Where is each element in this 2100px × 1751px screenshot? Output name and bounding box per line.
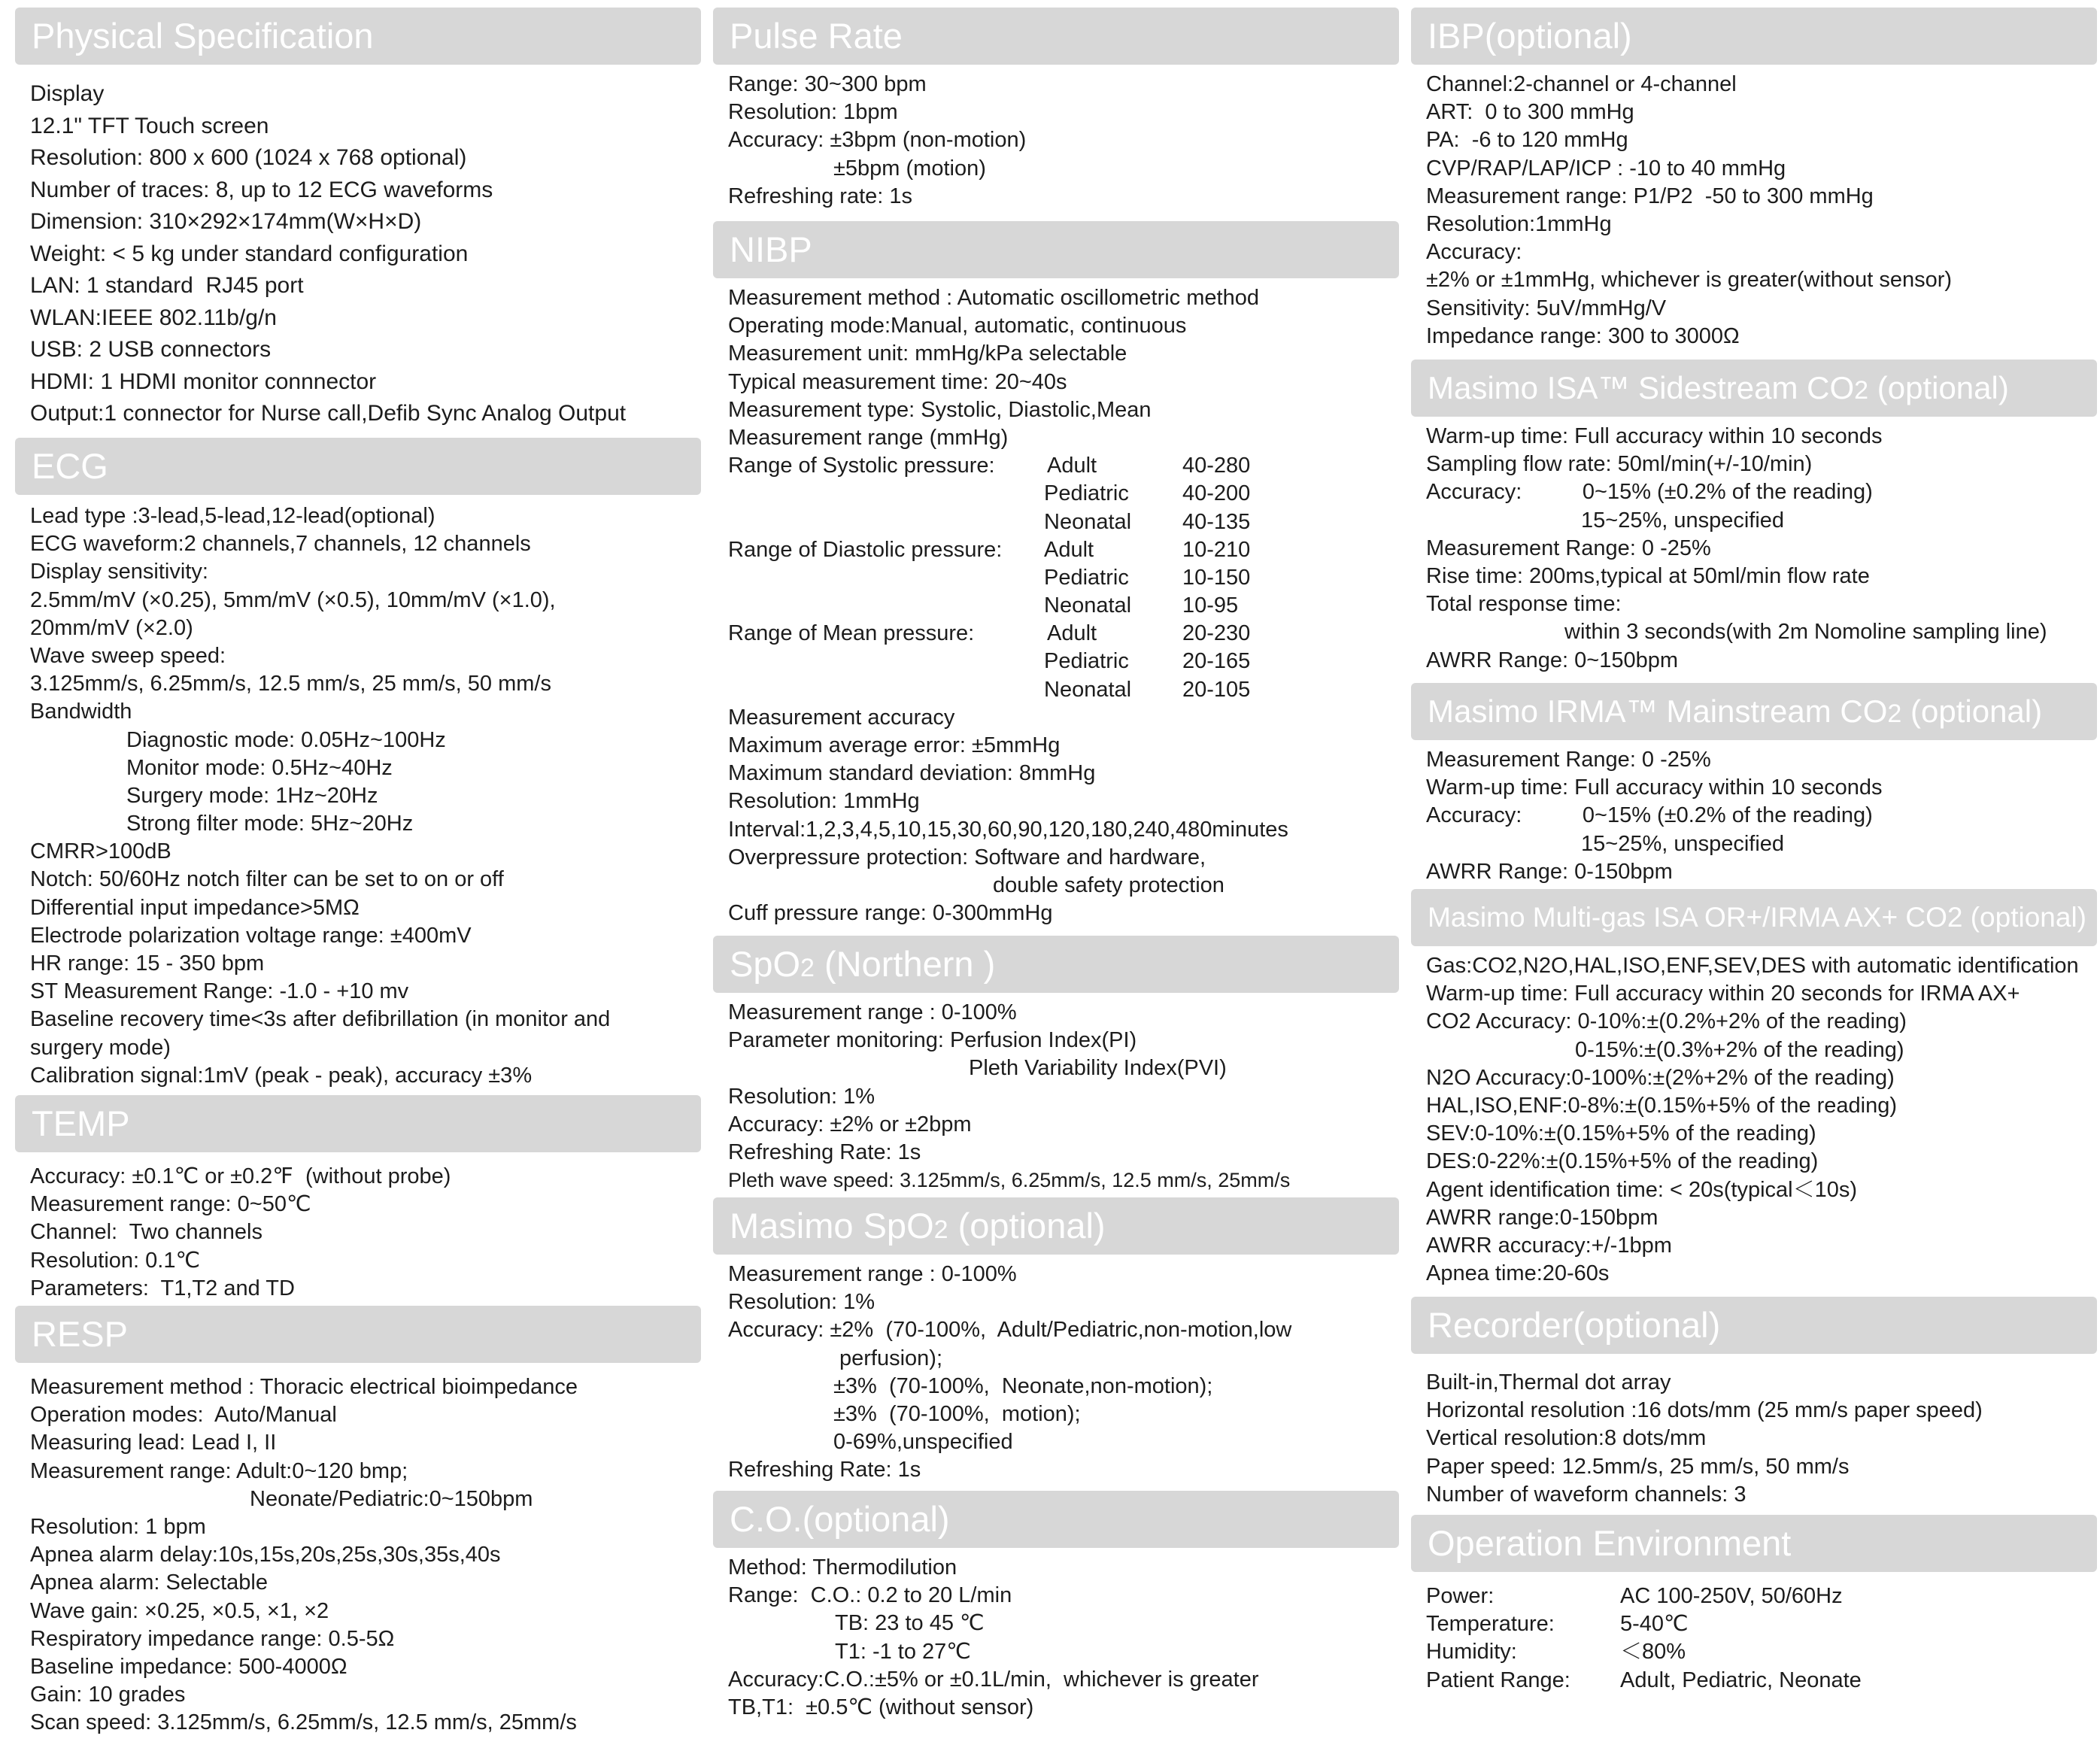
spec-line: Measurement range: 0~50℃ (30, 1192, 311, 1217)
spec-line: 2.5mm/mV (×0.25), 5mm/mV (×0.5), 10mm/mV (×1.0), (30, 587, 556, 612)
section-body (15, 495, 701, 1090)
spec-line: ECG waveform:2 channels,7 channels, 12 channels (30, 532, 531, 557)
spec-line: Parameter monitoring: Perfusion Index(PI) (728, 1028, 1137, 1053)
section-body (713, 993, 1399, 1194)
patient-type: Neonatal (1044, 593, 1132, 618)
spec-line: Measurement range : 0-100% (728, 1262, 1017, 1286)
spec-line: Measurement range: P1/P2 -50 to 300 mmHg (1426, 184, 1874, 208)
section-header: Masimo SpO2 (optional) (713, 1197, 1399, 1255)
spec-line: Total response time: (1426, 592, 1622, 617)
section-ibp (1411, 8, 2097, 351)
spec-line: LAN: 1 standard RJ45 port (30, 273, 304, 298)
spec-line: AWRR Range: 0-150bpm (1426, 859, 1673, 884)
env-row (1426, 1583, 2097, 1610)
spec-line: Paper speed: 12.5mm/s, 25 mm/s, 50 mm/s (1426, 1454, 1850, 1479)
spec-line: Measurement range: Adult:0~120 bmp; (30, 1458, 408, 1483)
section-body (713, 1548, 1399, 1722)
spec-line: Accuracy: ±2% (70-100%, Adult/Pediatric,non-motion,low (728, 1318, 1292, 1343)
spec-line: Typical measurement time: 20~40s (728, 369, 1067, 394)
spec-line: Range: 30~300 bpm (728, 72, 927, 96)
section-header: C.O.(optional) (713, 1491, 1399, 1548)
patient-type: Pediatric (1044, 565, 1129, 590)
spec-line: Surgery mode: 1Hz~20Hz (126, 783, 378, 808)
section-masimo-isa (1411, 360, 2097, 675)
spec-line: within 3 seconds(with 2m Nomoline sampling line) (1564, 620, 2047, 645)
section-resp (15, 1306, 701, 1737)
spec-line: Refreshing rate: 1s (728, 184, 913, 208)
spec-line: Pleth Variability Index(PVI) (969, 1056, 1227, 1081)
range-label: Range of Diastolic pressure: (728, 537, 1003, 562)
range-value: 40-280 (1182, 454, 1251, 478)
env-value: ＜80% (1620, 1640, 1686, 1665)
patient-type: Pediatric (1044, 649, 1129, 674)
spec-line: Display (30, 81, 105, 106)
spec-line: Warm-up time: Full accuracy within 20 seconds for IRMA AX+ (1426, 982, 2020, 1006)
section-body (1411, 740, 2097, 886)
spec-line: Measurement method : Automatic oscillometric method (728, 286, 1259, 310)
section-header: Pulse Rate (713, 8, 1399, 65)
spec-line: ±3% (70-100%, motion); (833, 1401, 1081, 1426)
spec-line: Resolution:1mmHg (1426, 211, 1612, 236)
spec-line: PA: -6 to 120 mmHg (1426, 128, 1628, 153)
spec-line: TB,T1: ±0.5℃ (without sensor) (728, 1695, 1034, 1719)
spec-line: Horizontal resolution :16 dots/mm (25 mm/s paper speed) (1426, 1398, 1983, 1423)
section-header: ECG (15, 438, 701, 495)
spec-line: Accuracy:C.O.:±5% or ±0.1L/min, whichever is greater (728, 1667, 1259, 1692)
patient-type: Neonatal (1044, 509, 1132, 534)
spec-line: Channel: Two channels (30, 1220, 263, 1245)
spec-line: CO2 Accuracy: 0-10%:±(0.2%+2% of the reading) (1426, 1009, 1907, 1034)
spec-line: Differential input impedance>5MΩ (30, 895, 360, 920)
range-label: Range of Systolic pressure: (728, 454, 995, 478)
env-label: Humidity: (1426, 1640, 1517, 1665)
spec-line: Wave sweep speed: (30, 643, 226, 668)
spec-line: double safety protection (993, 872, 1224, 897)
section-header: Operation Environment (1411, 1515, 2097, 1572)
section-header: Masimo ISA™ Sidestream CO2 (optional) (1411, 360, 2097, 417)
range-label: Range of Mean pressure: (728, 621, 975, 646)
range-value: 20-230 (1182, 621, 1251, 646)
range-group-systolic (728, 452, 1399, 536)
section-body (713, 1255, 1399, 1485)
spec-line: ART: 0 to 300 mmHg (1426, 100, 1634, 125)
range-value: 10-210 (1182, 537, 1251, 562)
spec-line: Lead type :3-lead,5-lead,12-lead(optional) (30, 504, 435, 528)
section-physical-specification (15, 8, 701, 430)
spec-line: HR range: 15 - 350 bpm (30, 951, 265, 976)
column-middle (713, 0, 1399, 1751)
spec-line: 12.1" TFT Touch screen (30, 113, 269, 138)
env-row (1426, 1638, 2097, 1666)
spec-line: Refreshing Rate: 1s (728, 1458, 921, 1482)
spec-line: 0-15%:±(0.3%+2% of the reading) (1575, 1037, 1904, 1062)
range-value: 20-165 (1182, 649, 1251, 674)
spec-line: Measurement Range: 0 -25% (1426, 748, 1711, 772)
spec-line: Measurement Range: 0 -25% (1426, 536, 1711, 560)
spec-line: 15~25%, unspecified (1581, 831, 1785, 856)
spec-line: WLAN:IEEE 802.11b/g/n (30, 305, 277, 330)
spec-line: 15~25%, unspecified (1581, 508, 1785, 533)
spec-line: Measurement range : 0-100% (728, 1000, 1017, 1024)
spec-line: Monitor mode: 0.5Hz~40Hz (126, 755, 393, 780)
range-value: 10-95 (1182, 593, 1239, 618)
spec-line: Measurement type: Systolic, Diastolic,Mean (728, 397, 1152, 422)
env-value: Adult, Pediatric, Neonate (1620, 1668, 1862, 1692)
section-body (1411, 1572, 2097, 1695)
spec-line: Cuff pressure range: 0-300mmHg (728, 901, 1053, 926)
range-group-diastolic (728, 536, 1399, 621)
spec-line: Weight: < 5 kg under standard configuration (30, 241, 469, 266)
spec-line: Operation modes: Auto/Manual (30, 1403, 337, 1428)
spec-line: AWRR accuracy:+/-1bpm (1426, 1233, 1672, 1258)
spec-line: CMRR>100dB (30, 839, 171, 864)
section-body (15, 65, 701, 430)
spec-line: Refreshing Rate: 1s (728, 1140, 921, 1164)
spec-line: Warm-up time: Full accuracy within 10 seconds (1426, 424, 1883, 448)
section-body (1411, 417, 2097, 675)
spec-line: Sampling flow rate: 50ml/min(+/-10/min) (1426, 452, 1813, 477)
spec-line: surgery mode) (30, 1035, 171, 1060)
spec-line: Interval:1,2,3,4,5,10,15,30,60,90,120,180,240,480minutes (728, 817, 1288, 842)
section-body (713, 278, 1399, 927)
section-body (15, 1152, 701, 1303)
spec-line: Accuracy: 0~15% (±0.2% of the reading) (1426, 480, 1873, 505)
spec-line: Resolution: 1 bpm (30, 1514, 206, 1539)
patient-type: Pediatric (1044, 481, 1129, 506)
spec-line: Electrode polarization voltage range: ±400mV (30, 923, 472, 948)
range-value: 40-200 (1182, 481, 1251, 506)
env-label: Power: (1426, 1584, 1495, 1608)
column-left (15, 0, 701, 1751)
spec-line: T1: -1 to 27℃ (835, 1639, 971, 1664)
spec-line: Strong filter mode: 5Hz~20Hz (126, 812, 414, 836)
spec-line: Built-in,Thermal dot array (1426, 1370, 1671, 1394)
section-spo2 (713, 936, 1399, 1194)
section-body (15, 1363, 701, 1737)
spec-line: Accuracy: (1426, 240, 1522, 265)
section-header: Masimo IRMA™ Mainstream CO2 (optional) (1411, 683, 2097, 740)
spec-line: Resolution: 0.1℃ (30, 1248, 201, 1273)
spec-line: Gas:CO2,N2O,HAL,ISO,ENF,SEV,DES with automatic identification (1426, 954, 2079, 978)
spec-line: Resolution: 1% (728, 1084, 876, 1109)
spec-line: HAL,ISO,ENF:0-8%:±(0.15%+5% of the reading) (1426, 1093, 1898, 1118)
spec-line: Notch: 50/60Hz notch filter can be set to on or off (30, 867, 504, 892)
spec-line: Accuracy: ±3bpm (non-motion) (728, 128, 1027, 153)
spec-line: Rise time: 200ms,typical at 50ml/min flow rate (1426, 563, 1870, 588)
spec-line: Impedance range: 300 to 3000Ω (1426, 323, 1740, 348)
spec-line: CVP/RAP/LAP/ICP : -10 to 40 mmHg (1426, 156, 1786, 181)
spec-line: Gain: 10 grades (30, 1683, 186, 1707)
spec-line: Display sensitivity: (30, 560, 208, 584)
spec-line: Resolution: 800 x 600 (1024 x 768 optional) (30, 145, 467, 170)
spec-line: Apnea alarm: Selectable (30, 1570, 268, 1595)
spec-line: Vertical resolution:8 dots/mm (1426, 1426, 1707, 1451)
section-body (1411, 65, 2097, 351)
range-group-mean (728, 620, 1399, 704)
nibp-range-table (728, 452, 1399, 704)
spec-line: Sensitivity: 5uV/mmHg/V (1426, 296, 1667, 320)
column-right (1411, 0, 2097, 1751)
section-body (1411, 946, 2097, 1288)
spec-line: Resolution: 1bpm (728, 100, 898, 125)
spec-line: Accuracy: 0~15% (±0.2% of the reading) (1426, 803, 1873, 828)
spec-line: Measurement method : Thoracic electrical bioimpedance (30, 1375, 578, 1399)
env-label: Patient Range: (1426, 1668, 1570, 1692)
section-co (713, 1491, 1399, 1722)
section-header: TEMP (15, 1095, 701, 1152)
spec-line: Bandwidth (30, 699, 132, 724)
spec-line: ±5bpm (motion) (833, 156, 986, 181)
spec-line: Accuracy: ±2% or ±2bpm (728, 1112, 972, 1136)
range-value: 10-150 (1182, 565, 1251, 590)
spec-line: SEV:0-10%:±(0.15%+5% of the reading) (1426, 1121, 1816, 1146)
spec-line: Baseline impedance: 500-4000Ω (30, 1654, 347, 1679)
section-pulse-rate (713, 8, 1399, 211)
spec-line: Maximum standard deviation: 8mmHg (728, 761, 1096, 786)
patient-type: Adult (1047, 621, 1097, 646)
section-temp (15, 1095, 701, 1303)
env-row (1426, 1610, 2097, 1638)
range-value: 40-135 (1182, 509, 1251, 534)
spec-line: Dimension: 310×292×174mm(W×H×D) (30, 209, 422, 234)
spec-line: Resolution: 1% (728, 1290, 876, 1315)
section-body (713, 65, 1399, 211)
spec-line: ±3% (70-100%, Neonate,non-motion); (833, 1373, 1213, 1398)
section-header: Physical Specification (15, 8, 701, 65)
spec-line: 20mm/mV (×2.0) (30, 615, 193, 640)
spec-line: Neonate/Pediatric:0~150bpm (250, 1486, 533, 1511)
spec-line: Diagnostic mode: 0.05Hz~100Hz (126, 727, 446, 752)
spec-line: Measurement range (mmHg) (728, 425, 1009, 450)
range-value: 20-105 (1182, 677, 1251, 702)
spec-line: Wave gain: ×0.25, ×0.5, ×1, ×2 (30, 1598, 329, 1623)
spec-line: Resolution: 1mmHg (728, 789, 920, 814)
spec-line: Accuracy: ±0.1℃ or ±0.2℉ (without probe) (30, 1164, 451, 1188)
section-masimo-multigas (1411, 889, 2097, 1288)
section-operation-environment (1411, 1515, 2097, 1695)
spec-line: Maximum average error: ±5mmHg (728, 733, 1061, 757)
spec-line: Agent identification time: < 20s(typical＜10s) (1426, 1177, 1858, 1202)
spec-line: Range: C.O.: 0.2 to 20 L/min (728, 1583, 1012, 1608)
spec-line: 3.125mm/s, 6.25mm/s, 12.5 mm/s, 25 mm/s, 50 mm/s (30, 672, 551, 696)
section-nibp (713, 221, 1399, 927)
spec-line: 0-69%,unspecified (833, 1430, 1013, 1455)
spec-line: Channel:2-channel or 4-channel (1426, 72, 1737, 96)
spec-line: TB: 23 to 45 ℃ (835, 1611, 985, 1636)
patient-type: Neonatal (1044, 677, 1132, 702)
spec-line: Apnea alarm delay:10s,15s,20s,25s,30s,35s,40s (30, 1543, 501, 1567)
spec-line: AWRR Range: 0~150bpm (1426, 648, 1679, 672)
section-ecg (15, 438, 701, 1090)
patient-type: Adult (1047, 454, 1097, 478)
section-header: IBP(optional) (1411, 8, 2097, 65)
spec-line: Measuring lead: Lead I, II (30, 1431, 277, 1455)
spec-line: N2O Accuracy:0-100%:±(2%+2% of the reading) (1426, 1065, 1895, 1090)
spec-line: Output:1 connector for Nurse call,Defib Sync Analog Output (30, 401, 627, 426)
spec-line: Method: Thermodilution (728, 1555, 957, 1580)
spec-line: AWRR range:0-150bpm (1426, 1205, 1658, 1230)
section-header: SpO2 (Northern ) (713, 936, 1399, 993)
env-row (1426, 1667, 2097, 1695)
spec-line: perfusion); (839, 1346, 943, 1370)
spec-line: ±2% or ±1mmHg, whichever is greater(without sensor) (1426, 268, 1953, 293)
spec-line: ST Measurement Range: -1.0 - +10 mv (30, 979, 409, 1004)
section-recorder (1411, 1297, 2097, 1509)
spec-line: Respiratory impedance range: 0.5-5Ω (30, 1626, 395, 1651)
spec-line: HDMI: 1 HDMI monitor connnector (30, 369, 377, 394)
patient-type: Adult (1044, 537, 1094, 562)
env-label: Temperature: (1426, 1612, 1555, 1637)
spec-line: Number of traces: 8, up to 12 ECG waveforms (30, 177, 493, 202)
spec-line: Baseline recovery time<3s after defibrillation (in monitor and (30, 1007, 611, 1032)
spec-line: Measurement unit: mmHg/kPa selectable (728, 341, 1127, 366)
spec-line: Pleth wave speed: 3.125mm/s, 6.25mm/s, 12.5 mm/s, 25mm/s (728, 1169, 1291, 1192)
spec-line: USB: 2 USB connectors (30, 337, 272, 362)
section-header: NIBP (713, 221, 1399, 278)
spec-line: Warm-up time: Full accuracy within 10 seconds (1426, 775, 1883, 800)
spec-line: Operating mode:Manual, automatic, continuous (728, 314, 1187, 338)
env-value: AC 100-250V, 50/60Hz (1620, 1584, 1843, 1608)
section-header: Masimo Multi-gas ISA OR+/IRMA AX+ CO2 (optional) (1411, 889, 2097, 946)
section-body (1411, 1354, 2097, 1509)
spec-line: Apnea time:20-60s (1426, 1261, 1610, 1286)
spec-line: Measurement accuracy (728, 705, 955, 730)
env-value: 5-40℃ (1620, 1612, 1689, 1637)
section-masimo-spo2 (713, 1197, 1399, 1485)
spec-line: Overpressure protection: Software and hardware, (728, 845, 1206, 869)
spec-line: Calibration signal:1mV (peak - peak), accuracy ±3% (30, 1063, 533, 1088)
section-header: Recorder(optional) (1411, 1297, 2097, 1354)
section-header: RESP (15, 1306, 701, 1363)
spec-line: Number of waveform channels: 3 (1426, 1482, 1746, 1507)
spec-line: Parameters: T1,T2 and TD (30, 1276, 295, 1300)
section-masimo-irma (1411, 683, 2097, 886)
spec-line: Scan speed: 3.125mm/s, 6.25mm/s, 12.5 mm/s, 25mm/s (30, 1710, 577, 1735)
spec-line: DES:0-22%:±(0.15%+5% of the reading) (1426, 1149, 1819, 1174)
